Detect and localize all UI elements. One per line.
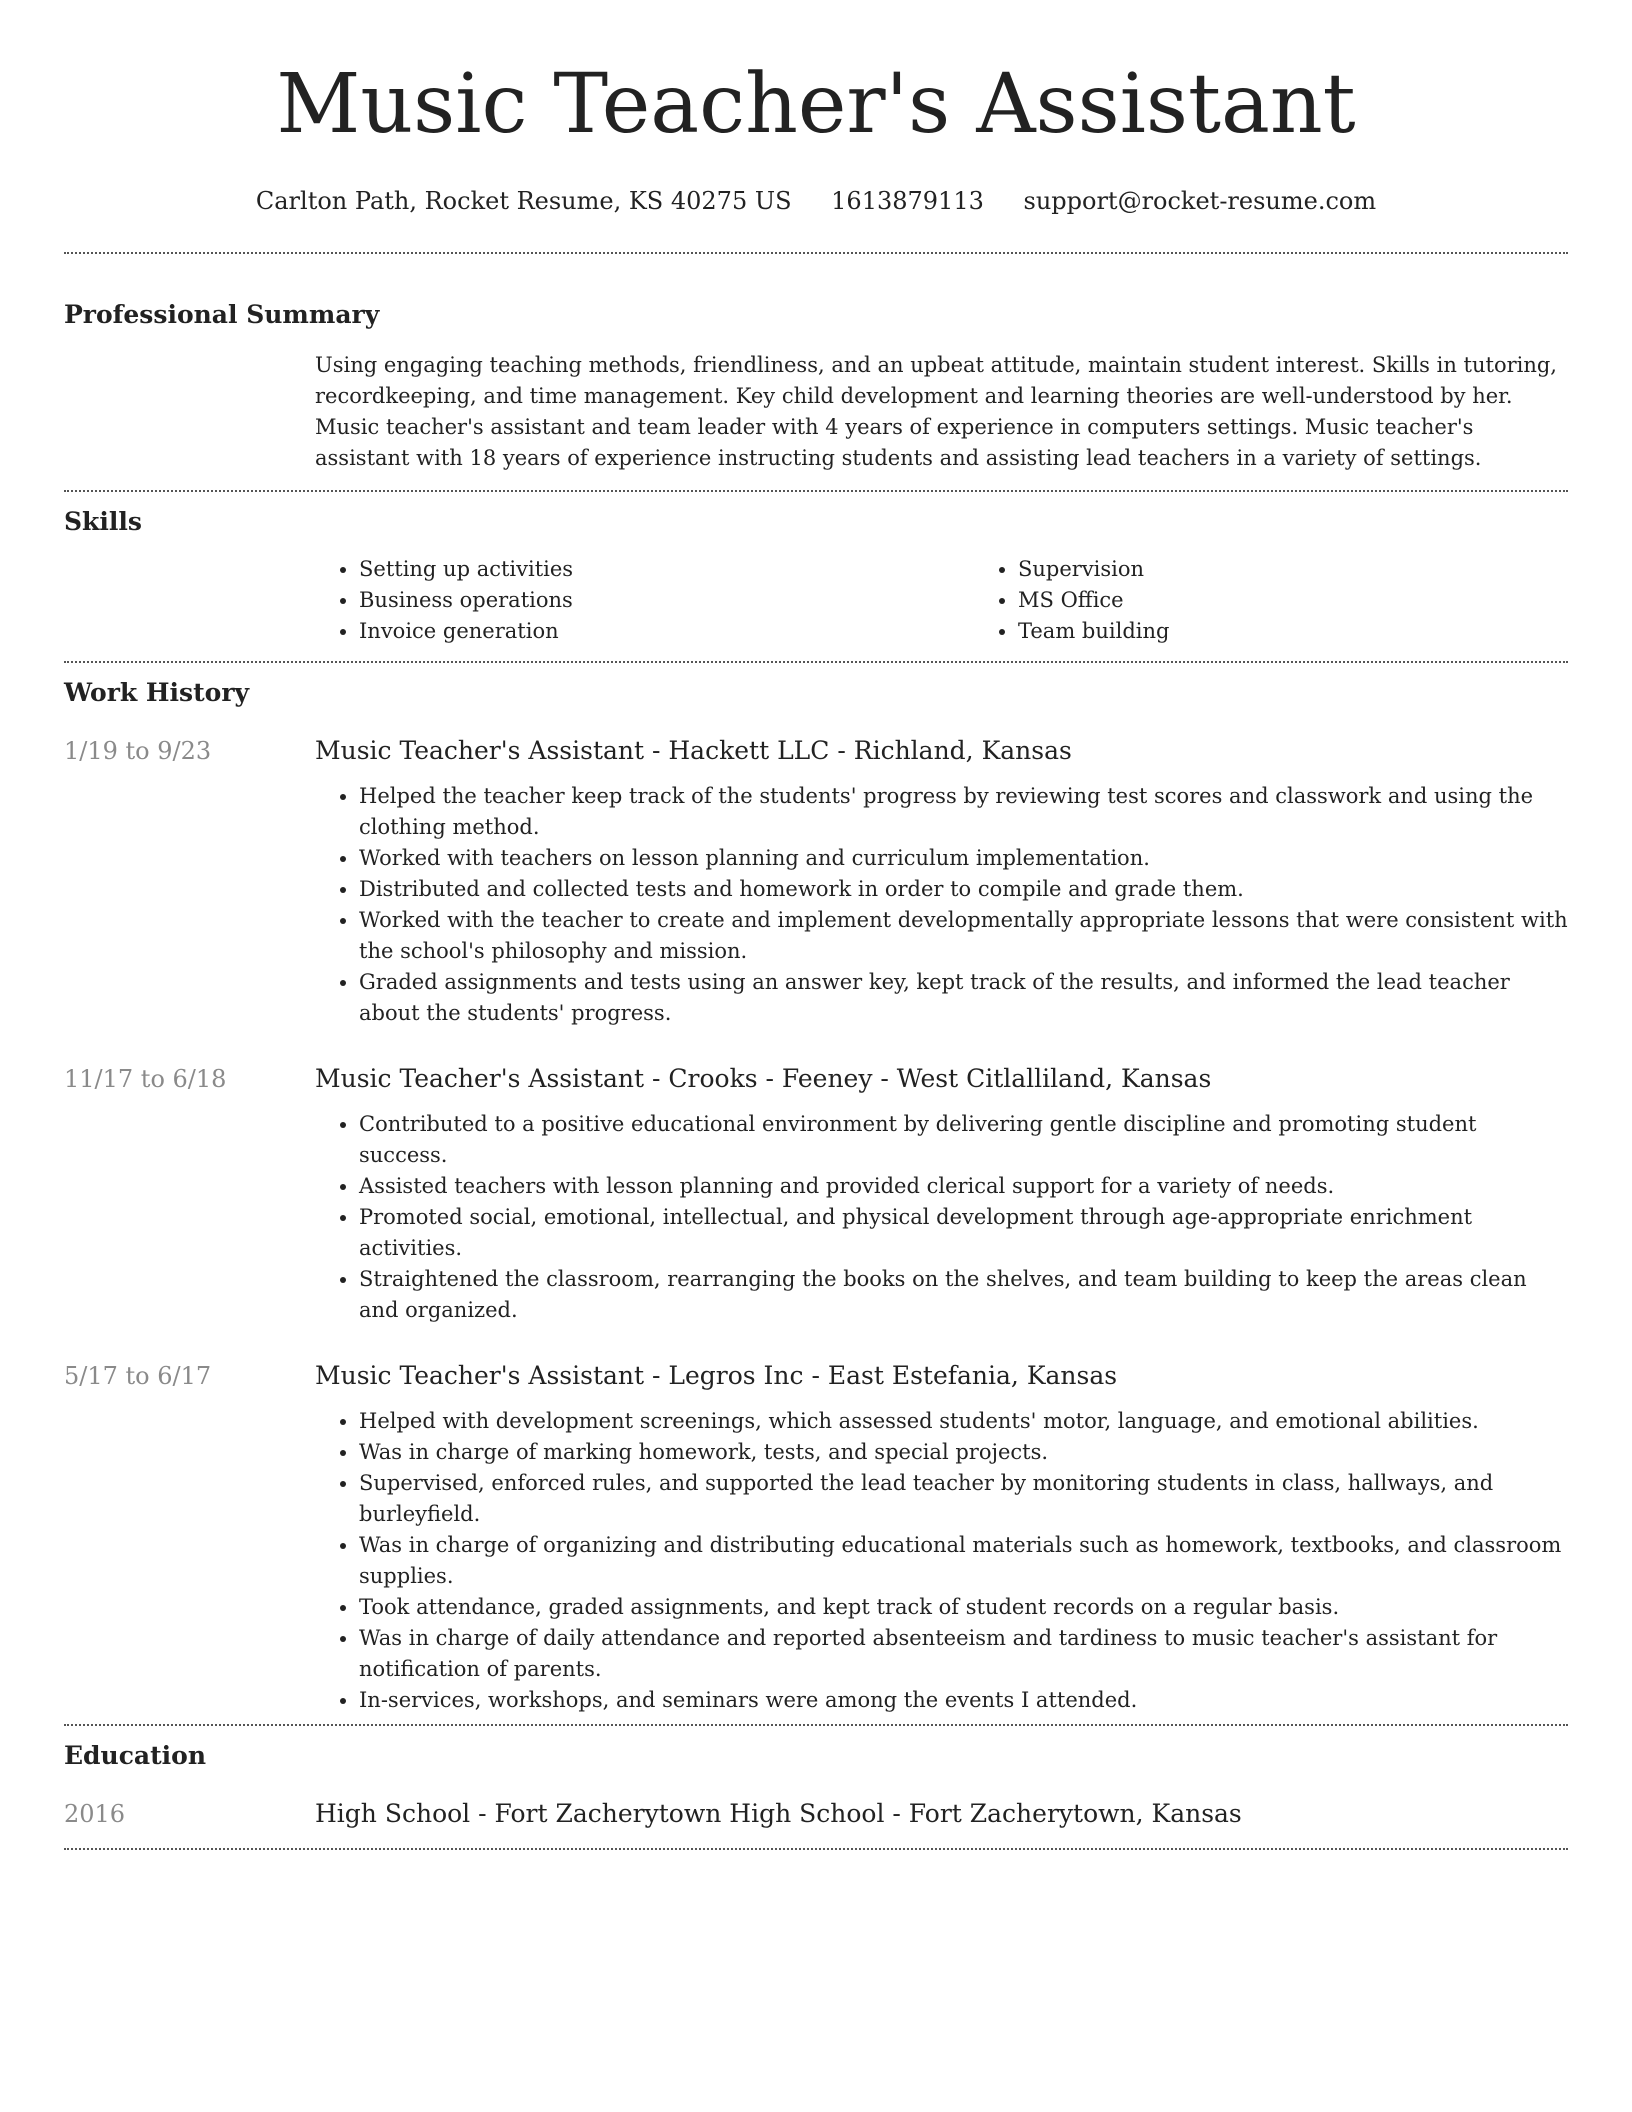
- work-history-section: [64, 663, 1568, 1724]
- contact-address: Carlton Path, Rocket Resume, KS 40275 US: [255, 187, 792, 215]
- job-entry: [64, 735, 1568, 1029]
- education-year: 2016: [64, 1800, 126, 1828]
- job-bullet: • Helped with development screenings, which assessed students' motor, language, and emotional abilities.: [359, 1406, 1568, 1437]
- resume-header: [64, 0, 1568, 218]
- job-bullet: • Assisted teachers with lesson planning and provided clerical support for a variety of needs.: [359, 1171, 1568, 1202]
- skill-item: • Supervision: [1018, 554, 1632, 585]
- skill-item: • Business operations: [359, 585, 974, 616]
- skill-item: • MS Office: [1018, 585, 1632, 616]
- contact-email: support@rocket-resume.com: [1023, 187, 1377, 215]
- skills-section: [64, 492, 1568, 661]
- section-divider: [64, 1848, 1568, 1850]
- section-title-summary: Professional Summary: [64, 300, 380, 329]
- job-heading: Music Teacher's Assistant - Hackett LLC - Richland, Kansas: [315, 736, 1072, 765]
- job-bullets: [315, 781, 1568, 1029]
- job-dates: 11/17 to 6/18: [64, 1065, 227, 1093]
- job-bullet: • Worked with teachers on lesson planning and curriculum implementation.: [359, 843, 1568, 874]
- skills-list-left: [315, 554, 974, 647]
- professional-summary-section: [64, 254, 1568, 490]
- job-bullet: • In-services, workshops, and seminars were among the events I attended.: [359, 1685, 1568, 1716]
- job-heading: Music Teacher's Assistant - Crooks - Feeney - West Citlalliland, Kansas: [315, 1064, 1212, 1093]
- job-entry: [64, 1360, 1568, 1716]
- job-bullet: • Helped the teacher keep track of the students' progress by reviewing test scores and classwork and using the clothing method.: [359, 781, 1568, 843]
- skills-spacer: [64, 554, 315, 647]
- skill-item: • Setting up activities: [359, 554, 974, 585]
- section-title-skills: Skills: [64, 507, 142, 536]
- job-entry: [64, 1063, 1568, 1326]
- job-bullet: • Was in charge of organizing and distributing educational materials such as homework, textbooks, and classroom supplies.: [359, 1530, 1568, 1592]
- job-bullet: • Took attendance, graded assignments, and kept track of student records on a regular basis.: [359, 1592, 1568, 1623]
- contact-line: [64, 184, 1568, 218]
- job-dates: 5/17 to 6/17: [64, 1362, 212, 1390]
- summary-spacer: [64, 350, 315, 474]
- job-bullet: • Worked with the teacher to create and implement developmentally appropriate lessons that were consistent with the school's philosophy and mission.: [359, 905, 1568, 967]
- contact-phone: 1613879113: [831, 187, 984, 215]
- summary-text: Using engaging teaching methods, friendliness, and an upbeat attitude, maintain student interest. Skills in tutoring, recordkeeping, and time management. Key child development and learning theories are well-understood by her. Music teacher's assistant and team leader with 4 years of experience in computers settings. Music teacher's assistant with 18 years of experience instructing students and assisting lead teachers in a variety of settings.: [315, 353, 1557, 470]
- skills-list-right: [974, 554, 1632, 647]
- job-bullet: • Supervised, enforced rules, and supported the lead teacher by monitoring students in class, hallways, and burleyfield.: [359, 1468, 1568, 1530]
- skill-item: • Invoice generation: [359, 616, 974, 647]
- job-bullet: • Contributed to a positive educational environment by delivering gentle discipline and promoting student success.: [359, 1109, 1568, 1171]
- job-bullets: [315, 1109, 1568, 1326]
- job-heading: Music Teacher's Assistant - Legros Inc - East Estefania, Kansas: [315, 1361, 1118, 1390]
- job-bullets: [315, 1406, 1568, 1716]
- job-bullet: • Was in charge of marking homework, tests, and special projects.: [359, 1437, 1568, 1468]
- section-title-education: Education: [64, 1741, 207, 1770]
- job-bullet: • Straightened the classroom, rearranging the books on the shelves, and team building to keep the areas clean and organized.: [359, 1264, 1568, 1326]
- job-bullet: • Promoted social, emotional, intellectual, and physical development through age-appropriate enrichment activities.: [359, 1202, 1568, 1264]
- education-section: [64, 1726, 1568, 1848]
- job-bullet: • Was in charge of daily attendance and reported absenteeism and tardiness to music teacher's assistant for notification of parents.: [359, 1623, 1568, 1685]
- skill-item: • Team building: [1018, 616, 1632, 647]
- education-heading: High School - Fort Zacherytown High School - Fort Zacherytown, Kansas: [315, 1799, 1242, 1828]
- section-title-work: Work History: [64, 678, 250, 707]
- job-dates: 1/19 to 9/23: [64, 737, 212, 765]
- job-bullet: • Distributed and collected tests and homework in order to compile and grade them.: [359, 874, 1568, 905]
- candidate-name: Music Teacher's Assistant: [276, 57, 1356, 152]
- job-bullet: • Graded assignments and tests using an answer key, kept track of the results, and informed the lead teacher about the students' progress.: [359, 967, 1568, 1029]
